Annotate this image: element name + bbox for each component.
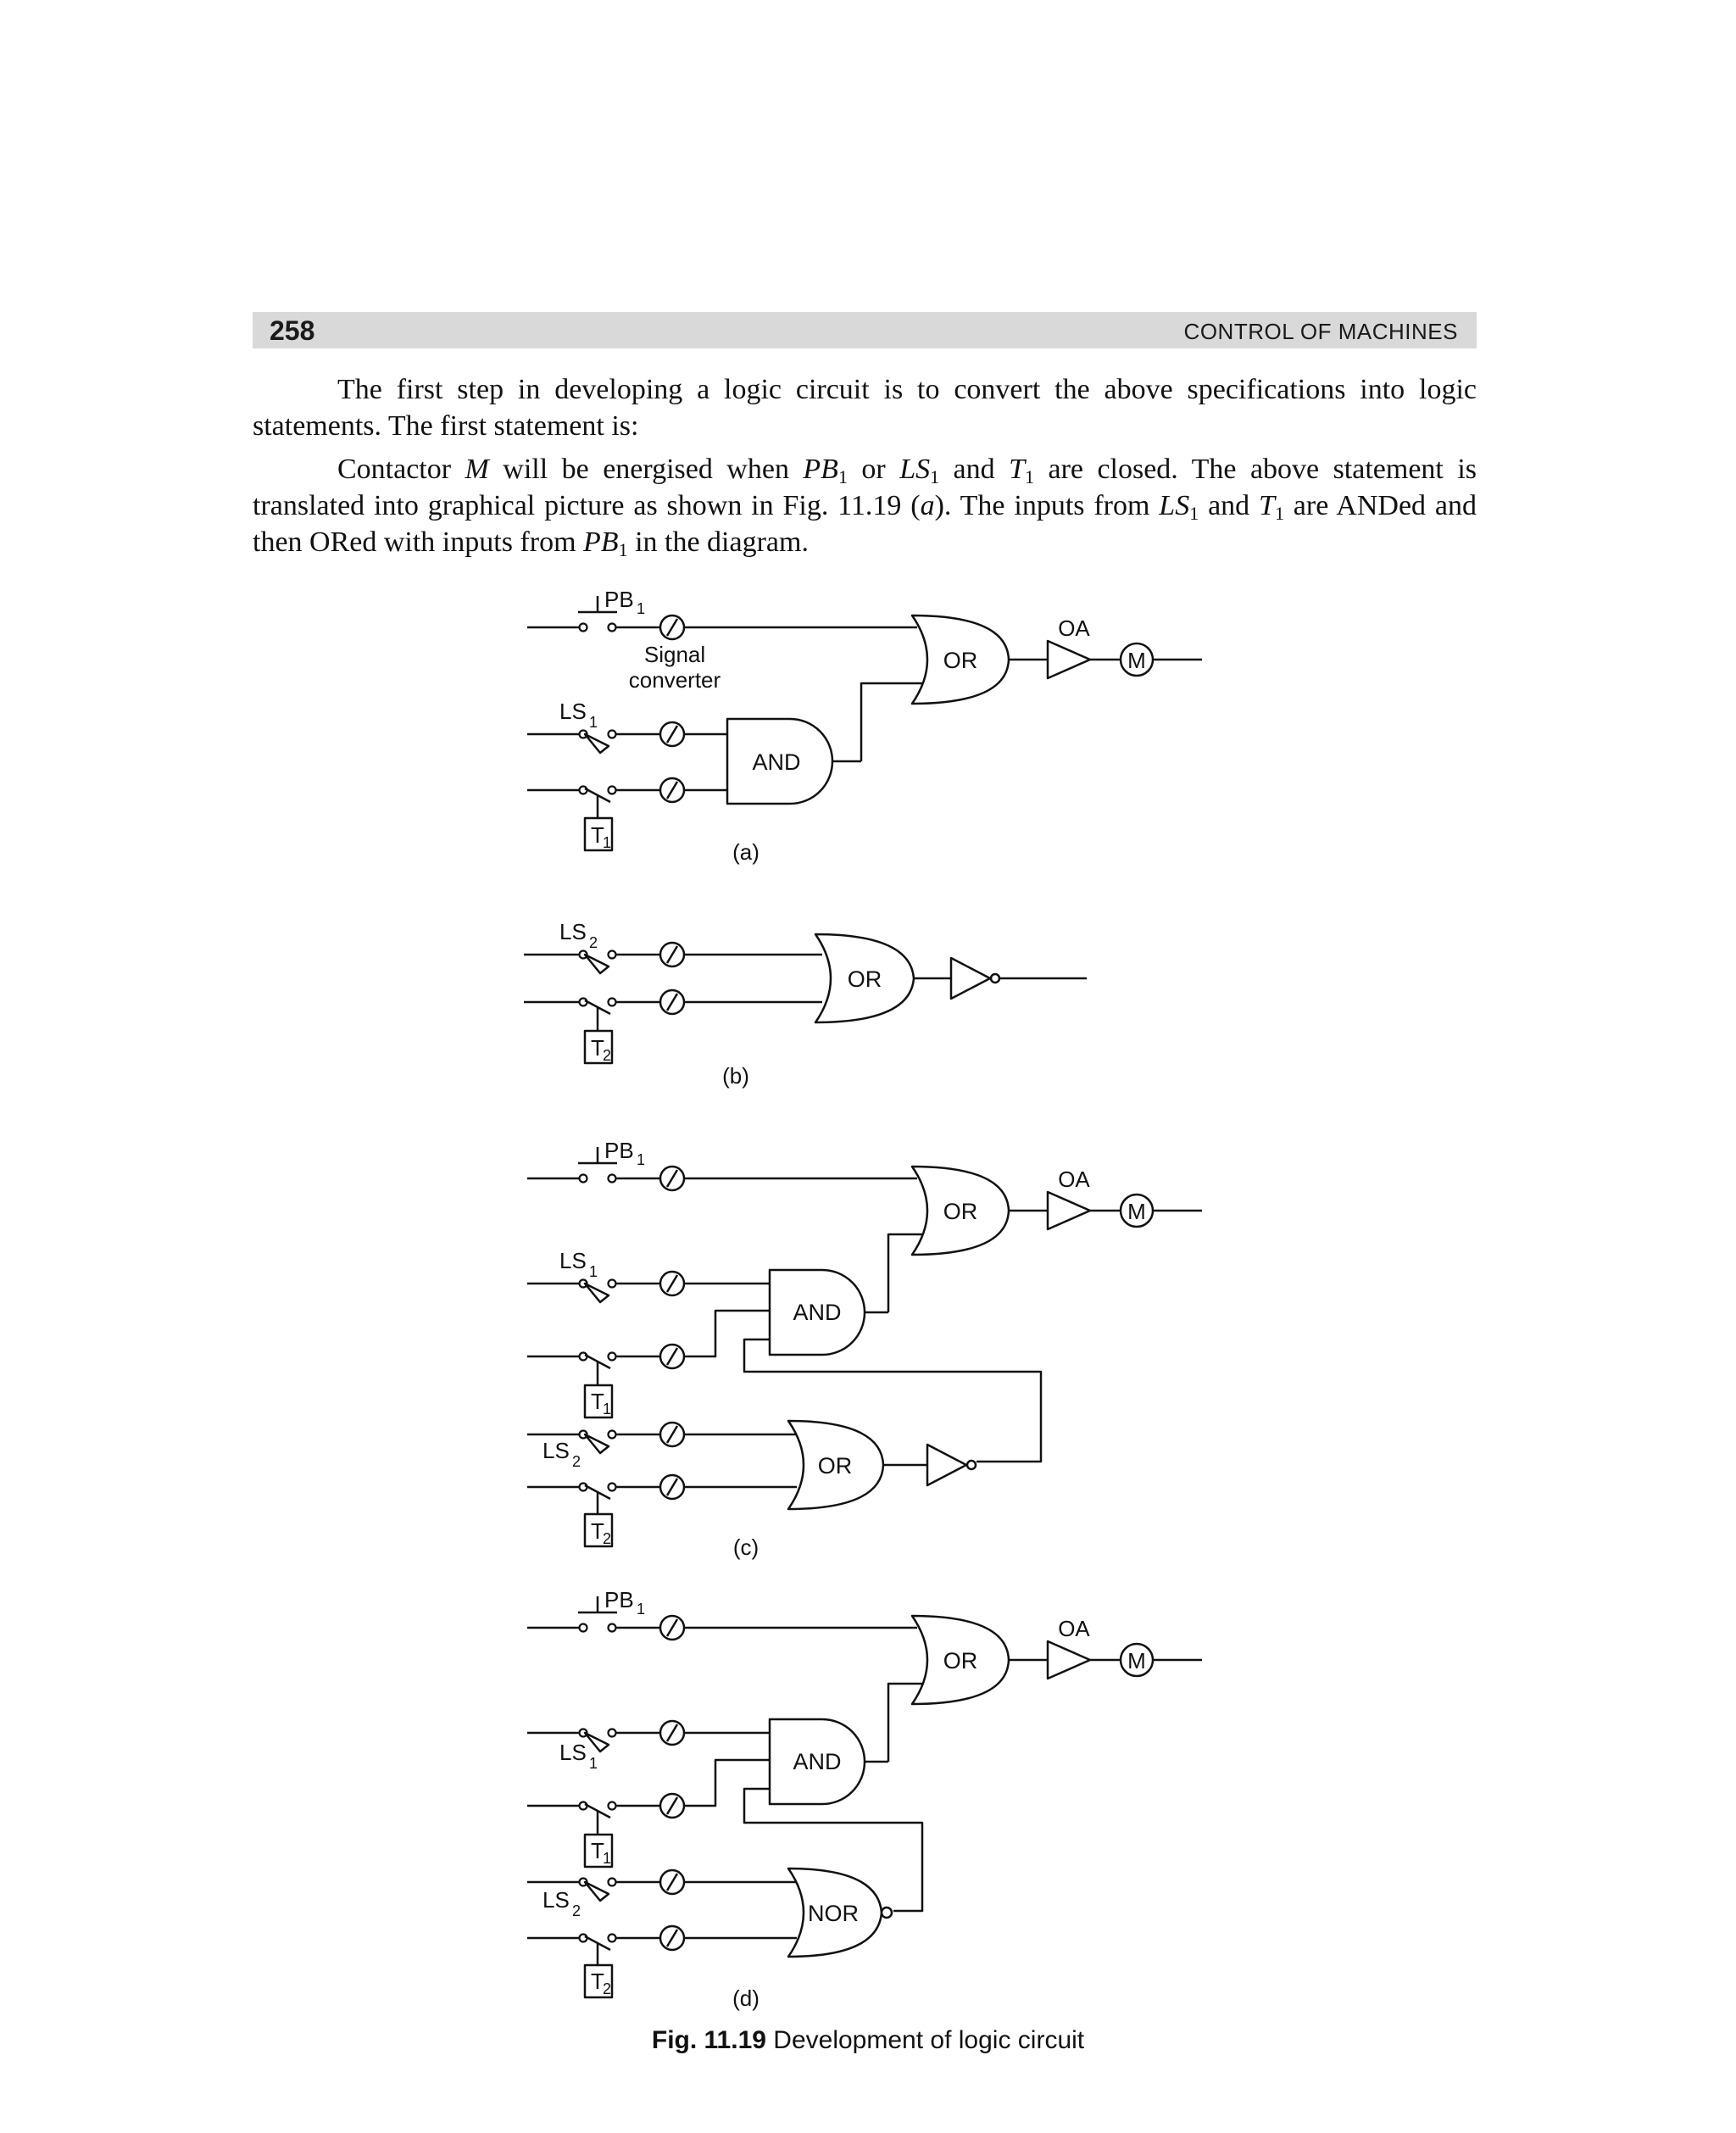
label-oa: OA: [1058, 1616, 1090, 1641]
running-head: CONTROL OF MACHINES: [1183, 319, 1458, 344]
signal-converter-icon: [660, 990, 684, 1014]
signal-converter-icon: [660, 1721, 684, 1745]
label-ls: LS: [542, 1438, 570, 1463]
panel-label-b: (b): [722, 1063, 749, 1089]
label-ls: LS: [559, 1248, 587, 1273]
label-sub: 2: [572, 1453, 581, 1470]
label-oa: OA: [1058, 615, 1090, 641]
label-t: T: [591, 1389, 604, 1414]
label-converter: converter: [628, 667, 721, 693]
label-ls: LS: [559, 1740, 587, 1765]
panel-d: [527, 1596, 1202, 1997]
not-gate: [927, 1445, 966, 1485]
label-ls: LS: [559, 699, 587, 724]
label-ls: LS: [542, 1887, 570, 1913]
label-pb: PB: [604, 1138, 634, 1163]
label-t: T: [591, 1518, 604, 1544]
label-ls: LS: [559, 919, 587, 944]
label-or: OR: [847, 966, 882, 992]
label-nor: NOR: [808, 1901, 859, 1926]
amplifier-icon: [1048, 1641, 1090, 1679]
label-sub: 1: [637, 600, 646, 617]
label-sub: 1: [637, 1601, 646, 1618]
signal-converter-icon: [660, 1423, 684, 1446]
label-and: AND: [752, 749, 801, 775]
signal-converter-icon: [660, 943, 684, 966]
label-and: AND: [793, 1749, 842, 1774]
label-t: T: [591, 1035, 604, 1061]
paragraph-intro: The first step in developing a logic circuit is to convert the above specifications into logic statements. The first statement is:: [253, 374, 1477, 442]
label-motor: M: [1127, 1648, 1146, 1674]
signal-converter-icon: [660, 1794, 684, 1818]
page-number: 258: [270, 315, 315, 346]
panel-c: [527, 1147, 1202, 1546]
signal-converter-icon: [660, 1345, 684, 1368]
label-sub: 1: [589, 714, 598, 731]
label-sub: 2: [589, 934, 598, 951]
label-motor: M: [1127, 648, 1146, 673]
label-signal: Signal: [643, 642, 706, 667]
signal-converter-icon: [660, 1272, 684, 1295]
label-sub: 2: [603, 1047, 612, 1064]
signal-converter-icon: [660, 1167, 684, 1190]
label-t: T: [591, 1838, 604, 1863]
paragraph-statement: Contactor M will be energised when $PB_1$ or $LS_1$ and $T_1$ are closed. The above statement is translated into graphical picture as shown in Fig. 11.19 (a). The inputs from $LS_1$ and $T_1$ are ANDed and then ORed with inputs from $PB_1$ in the diagram.: [253, 454, 1477, 560]
signal-converter-icon: [660, 1616, 684, 1640]
label-t: T: [591, 822, 604, 848]
label-sub: 1: [589, 1263, 598, 1280]
label-t: T: [591, 1969, 604, 1994]
caption-text: Development of logic circuit: [773, 2026, 1085, 2054]
panel-a: [527, 596, 1202, 850]
label-or: OR: [943, 1199, 978, 1224]
signal-converter-icon: [660, 1926, 684, 1950]
label-sub: 1: [589, 1755, 598, 1772]
caption-number: Fig. 11.19: [651, 2026, 766, 2054]
panel-label-d: (d): [732, 1985, 760, 2011]
label-or: OR: [943, 1648, 978, 1674]
label-oa: OA: [1058, 1167, 1090, 1192]
label-pb: PB: [604, 1587, 634, 1612]
label-or: OR: [817, 1453, 853, 1479]
signal-converter-icon: [660, 1475, 684, 1499]
label-sub: 1: [603, 1850, 612, 1867]
label-sub: 2: [603, 1980, 612, 1997]
label-sub: 2: [603, 1530, 612, 1547]
signal-converter-icon: [660, 615, 684, 639]
label-sub: 1: [603, 1401, 612, 1417]
label-pb: PB: [604, 587, 634, 612]
panel-label-a: (a): [732, 839, 760, 865]
label-and: AND: [793, 1300, 842, 1325]
signal-converter-icon: [660, 1870, 684, 1894]
signal-converter-icon: [660, 722, 684, 746]
label-sub: 1: [637, 1151, 646, 1168]
amplifier-icon: [1048, 641, 1090, 678]
label-sub: 1: [603, 834, 612, 851]
label-motor: M: [1127, 1199, 1146, 1224]
panel-b: [524, 934, 1087, 1063]
label-sub: 2: [572, 1902, 581, 1919]
amplifier-icon: [1048, 1192, 1090, 1229]
not-gate: [951, 958, 990, 999]
panel-label-c: (c): [732, 1534, 760, 1560]
signal-converter-icon: [660, 778, 684, 802]
figure-caption: [0, 2026, 1736, 2055]
label-or: OR: [943, 648, 978, 673]
